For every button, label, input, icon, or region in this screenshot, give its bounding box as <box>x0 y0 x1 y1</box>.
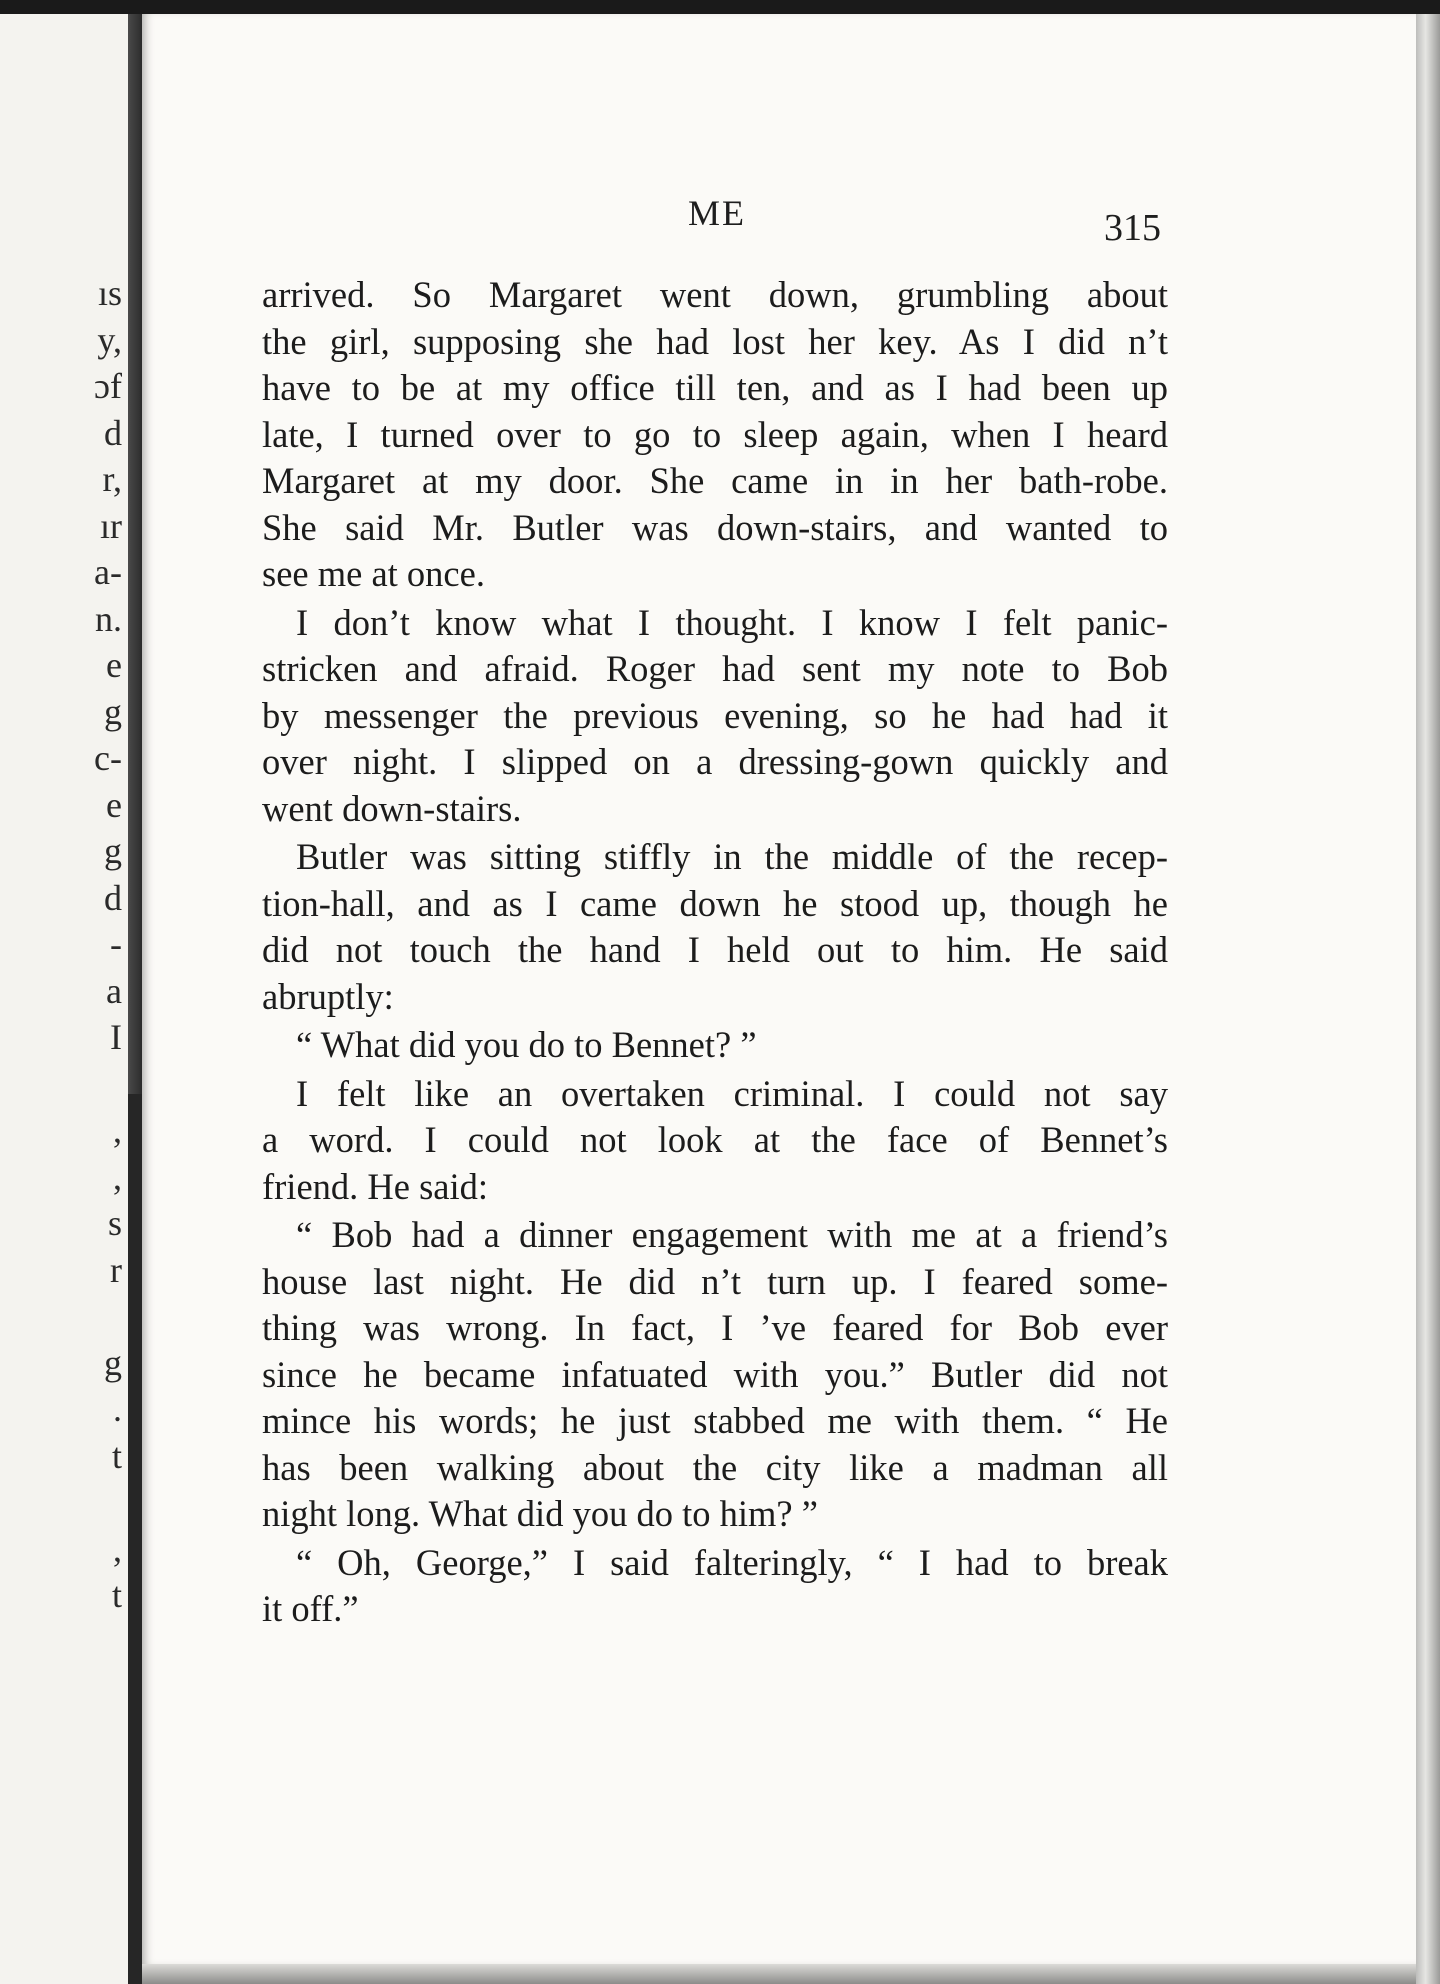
facing-page-text-fragments <box>82 270 122 1619</box>
text-line: house last night. He did n’t turn up. I feared some- <box>262 1260 1168 1302</box>
facing-page-fragment-line: ɔf <box>94 366 122 406</box>
facing-page-fragment-line: g <box>104 831 122 871</box>
facing-page-fragment-line: e <box>106 784 122 825</box>
text-line: I don’t know what I thought. I know I felt panic- <box>296 601 1168 643</box>
facing-page-fragment-line: - <box>110 924 122 964</box>
facing-page-fragment-line: g <box>104 691 122 732</box>
facing-page-fragment-line: . <box>113 1389 122 1429</box>
text-line: “ Oh, George,” I said falteringly, “ I had to break <box>296 1541 1168 1583</box>
text-line: mince his words; he just stabbed me with them. “ He <box>262 1400 1168 1441</box>
text-line: by messenger the previous evening, so he had had it <box>262 694 1168 736</box>
text-line: I felt like an overtaken criminal. I could not say <box>296 1072 1168 1114</box>
facing-page-fragment-line: e <box>106 645 122 685</box>
scan-top-edge <box>0 0 1440 14</box>
facing-page-fragment-line: ır <box>100 505 122 546</box>
paragraph <box>262 600 1168 833</box>
facing-page-fragment-line: d <box>104 877 122 918</box>
text-line: night long. What did you do to him? ” <box>262 1493 818 1534</box>
paragraph <box>262 272 1168 598</box>
text-line: thing was wrong. In fact, I ’ve feared for Bob ever <box>262 1307 1168 1348</box>
text-line: “ What did you do to Bennet? ” <box>296 1024 757 1065</box>
text-line: did not touch the hand I held out to him. He said <box>262 929 1168 970</box>
facing-page-fragment-line: r, <box>102 459 122 499</box>
text-line: a word. I could not look at the face of Bennet’s <box>262 1119 1168 1160</box>
facing-page-fragment-line: d <box>104 412 122 453</box>
facing-page-fragment-line: s <box>107 1203 122 1243</box>
text-line: She said Mr. Butler was down-stairs, and wanted to <box>262 506 1168 548</box>
paragraph <box>262 1022 1168 1069</box>
facing-page-fragment-line: n. <box>95 598 122 639</box>
text-line: since he became infatuated with you.” Butler did not <box>262 1353 1168 1395</box>
facing-page-fragment-line <box>82 1061 122 1108</box>
facing-page-fragment-line <box>82 1479 122 1526</box>
text-line: arrived. So Margaret went down, grumbling about <box>262 274 1168 315</box>
page-edge-right <box>1416 14 1440 1984</box>
facing-page-fragment-line: a- <box>94 552 122 592</box>
facing-page-fragment-line: y, <box>97 319 122 360</box>
page-number: 315 <box>1104 207 1161 249</box>
text-line: abruptly: <box>262 975 394 1017</box>
facing-page-fragment-line <box>82 1293 122 1340</box>
facing-page-fragment-line: r <box>110 1249 122 1290</box>
body-text <box>262 272 1168 1633</box>
facing-page-fragment-line: , <box>113 1110 122 1150</box>
page-edge-bottom <box>142 1964 1416 1984</box>
facing-page-fragment-line: t <box>111 1435 122 1476</box>
facing-page-fragment-line: c- <box>94 738 122 778</box>
facing-page-fragment-line: t <box>111 1575 122 1615</box>
facing-page-fragment-line: I <box>110 1017 122 1057</box>
facing-page-fragment-line: , <box>113 1528 122 1569</box>
book-gutter <box>128 14 142 1984</box>
paragraph <box>262 1540 1168 1633</box>
facing-page-fragment-line: , <box>113 1156 122 1197</box>
text-line: Butler was sitting stiffly in the middle of the recep- <box>296 836 1168 877</box>
text-line: Margaret at my door. She came in in her bath-robe. <box>262 460 1168 501</box>
facing-page-fragment <box>0 14 128 1984</box>
text-line: friend. He said: <box>262 1165 489 1207</box>
text-line: it off.” <box>262 1588 359 1629</box>
facing-page-fragment-line: ıs <box>97 273 122 313</box>
text-line: have to be at my office till ten, and as I had been up <box>262 367 1168 408</box>
text-line: the girl, supposing she had lost her key. As I did n’t <box>262 320 1168 362</box>
text-line: late, I turned over to go to sleep again, when I heard <box>262 413 1168 455</box>
facing-page-fragment-line: g <box>104 1342 122 1383</box>
paragraph <box>262 834 1168 1020</box>
paragraph <box>262 1071 1168 1211</box>
text-line: over night. I slipped on a dressing-gown quickly and <box>262 741 1168 782</box>
text-line: went down-stairs. <box>262 787 522 829</box>
text-line: has been walking about the city like a madman all <box>262 1446 1168 1488</box>
text-line: tion-hall, and as I came down he stood up, though he <box>262 882 1168 924</box>
running-title: ME <box>688 193 746 233</box>
text-line: see me at once. <box>262 553 485 594</box>
text-line: “ Bob had a dinner engagement with me at a friend’s <box>296 1214 1168 1255</box>
paragraph <box>262 1212 1168 1538</box>
facing-page-fragment-line: a <box>106 970 122 1011</box>
text-line: stricken and afraid. Roger had sent my note to Bob <box>262 648 1168 689</box>
